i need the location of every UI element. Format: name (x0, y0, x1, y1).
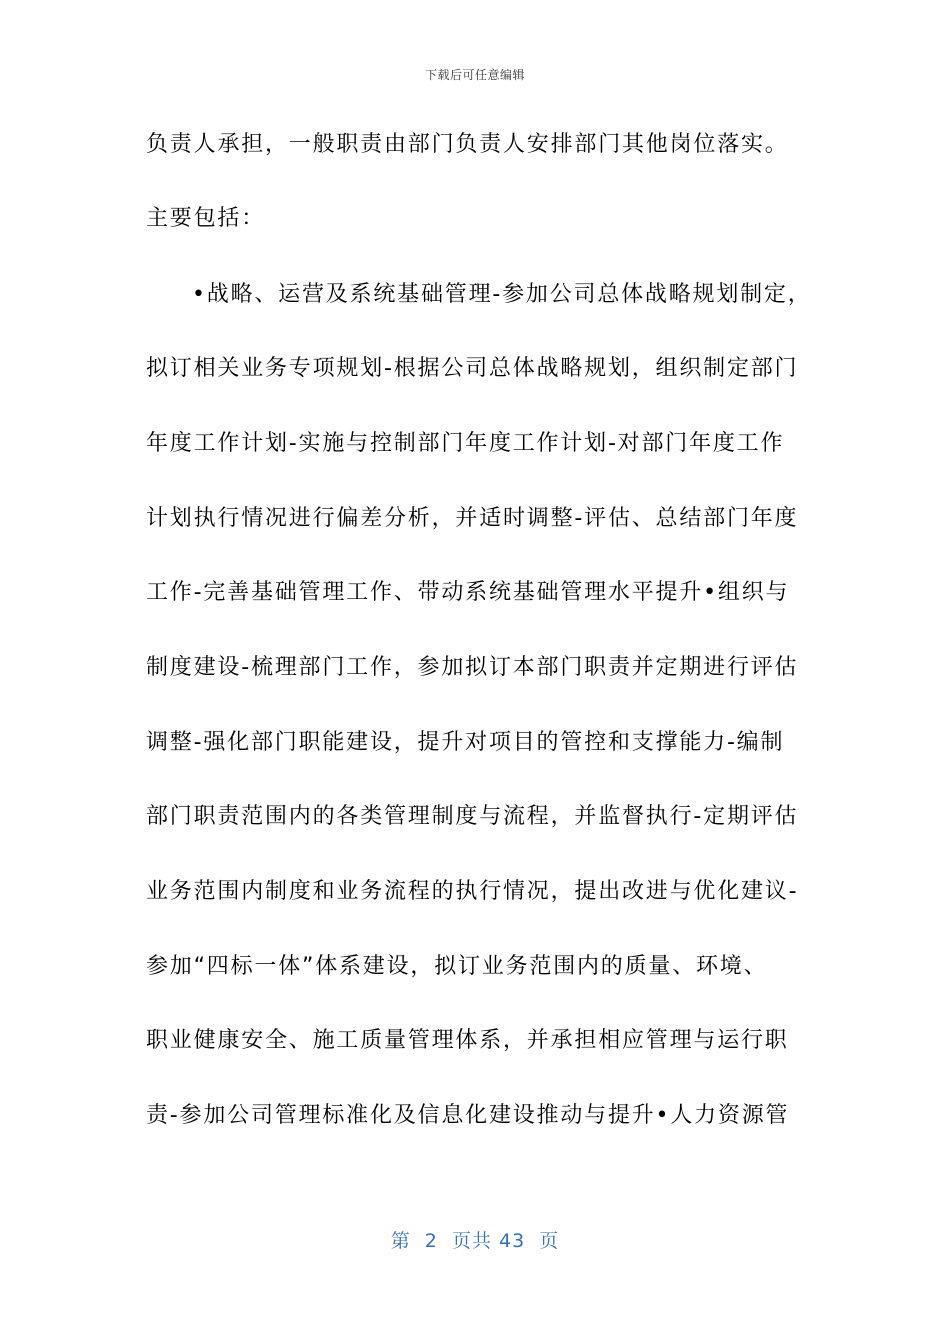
header-note: 下载后可任意编辑 (424, 68, 525, 82)
text-line-3: •战略、运营及系统基础管理-参加公司总体战略规划制定， (192, 282, 812, 307)
page-number-footer: 第 2 页共 43 页 (390, 1230, 560, 1252)
text-line-2: 主要包括： (146, 206, 266, 231)
text-line-1: 负责人承担，一般职责由部门负责人安排部门其他岗位落实。 (146, 132, 789, 157)
text-line-5: 年度工作计划-实施与控制部门年度工作计划-对部门年度工作 (146, 431, 785, 456)
text-line-10: 部门职责范围内的各类管理制度与流程，并监督执行-定期评估 (146, 804, 799, 829)
text-line-7: 工作-完善基础管理工作、带动系统基础管理水平提升•组织与 (146, 580, 790, 605)
text-line-9: 调整-强化部门职能建设，提升对项目的管控和支撑能力-编制 (146, 730, 785, 755)
text-line-6: 计划执行情况进行偏差分析，并适时调整-评估、总结部门年度 (146, 506, 799, 531)
text-line-13: 职业健康安全、施工质量管理体系，并承担相应管理与运行职 (146, 1028, 789, 1053)
text-line-14: 责-参加公司管理标准化及信息化建设推动与提升•人力资源管 (146, 1103, 790, 1128)
text-line-4: 拟订相关业务专项规划-根据公司总体战略规划，组织制定部门 (146, 356, 799, 381)
text-line-8: 制度建设-梳理部门工作，参加拟订本部门职责并定期进行评估 (146, 655, 799, 680)
text-line-11: 业务范围内制度和业务流程的执行情况，提出改进与优化建议- (146, 879, 799, 904)
text-line-12: 参加“四标一体”体系建设，拟订业务范围内的质量、环境、 (146, 954, 768, 979)
